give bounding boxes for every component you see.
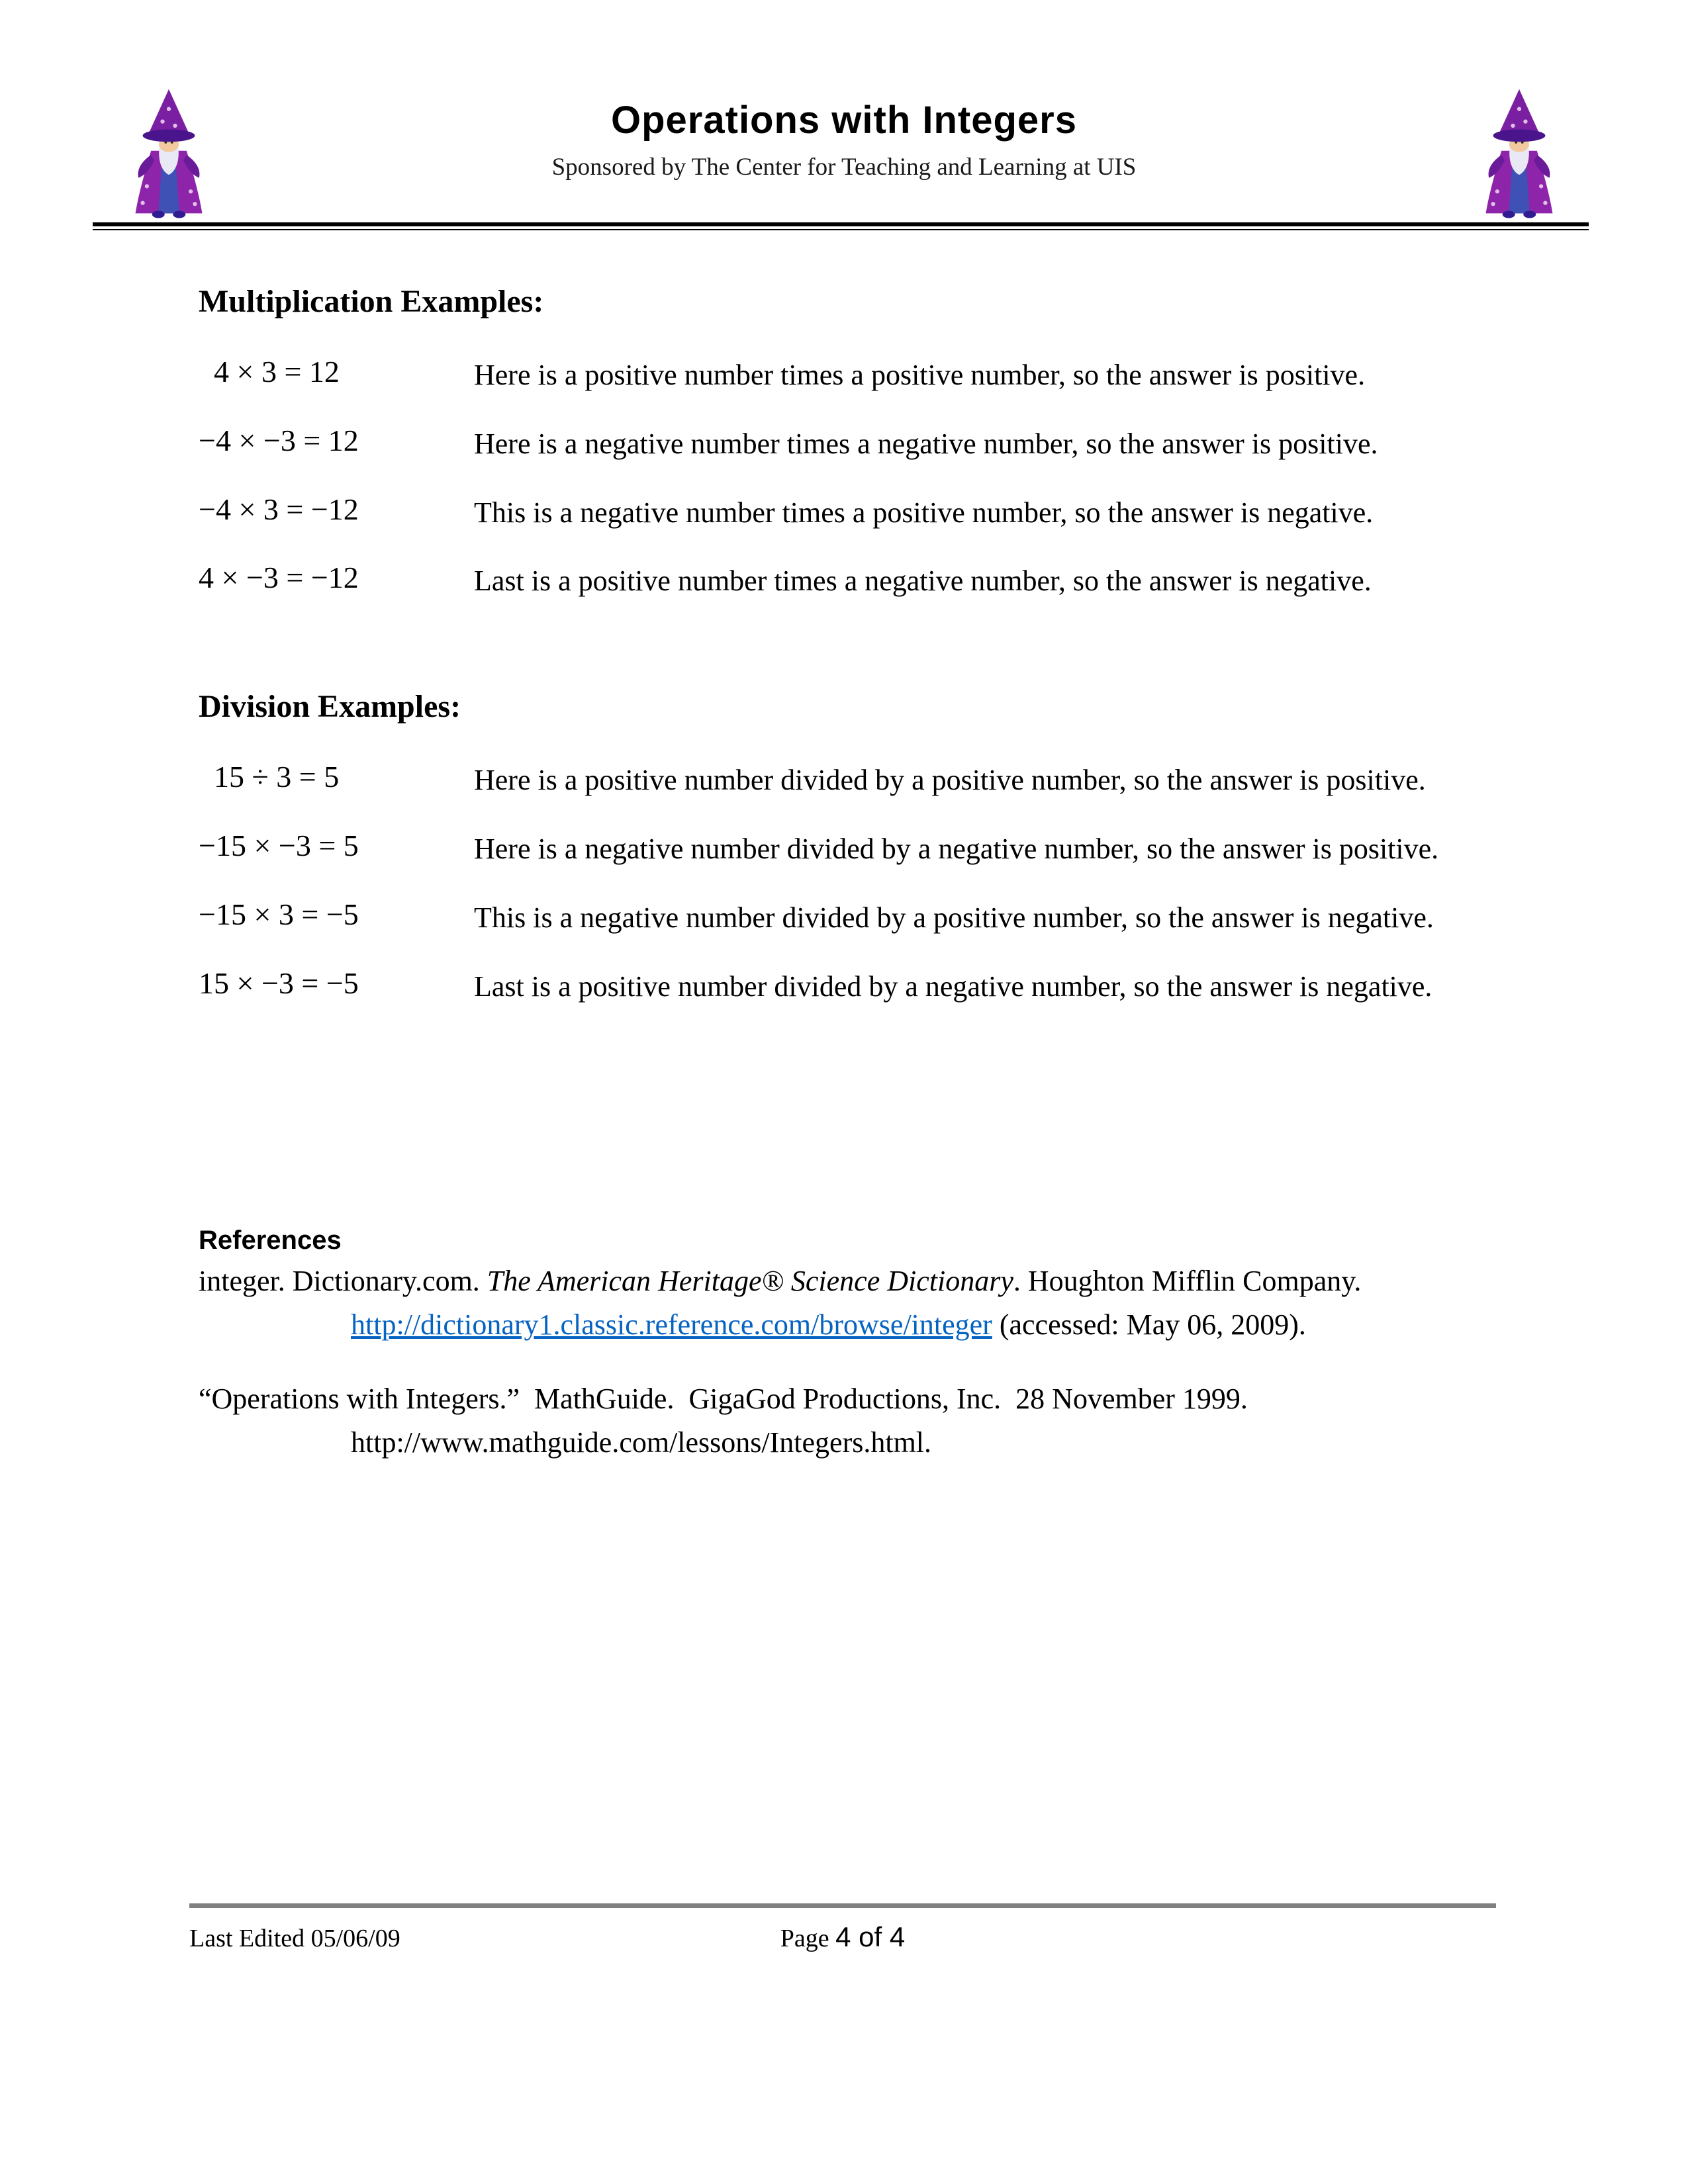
equation: −4 × 3 = −12 (199, 492, 359, 526)
equation: 15 × −3 = −5 (199, 966, 359, 1000)
page-footer (189, 1903, 1496, 1961)
footer-divider (189, 1903, 1496, 1908)
reference-url: http://www.mathguide.com/lessons/Integers.html. (351, 1426, 932, 1459)
example-row (199, 560, 1489, 602)
wizard-icon (116, 86, 222, 222)
equation: −15 × 3 = −5 (199, 897, 359, 931)
references-heading: References (199, 1226, 342, 1255)
example-row (199, 828, 1489, 870)
page-title: Operations with Integers (611, 99, 1077, 142)
footer-row (189, 1921, 1496, 1961)
section-division (199, 688, 1489, 1007)
equation-description: Last is a positive number divided by a negative number, so the answer is negative. (474, 970, 1432, 1003)
equation-description: Last is a positive number times a negative number, so the answer is negative. (474, 565, 1372, 598)
section-heading: Division Examples: (199, 689, 461, 725)
document-body (199, 283, 1489, 1495)
equation: −15 × −3 = 5 (199, 828, 359, 862)
reference-work-title: The American Heritage® Science Dictionary (487, 1265, 1013, 1298)
equation-description: Here is a negative number times a negative number, so the answer is positive. (474, 427, 1378, 460)
references-section (199, 1226, 1489, 1465)
reference-entry (199, 1377, 1489, 1465)
equation-description: This is a negative number times a positive number, so the answer is negative. (474, 496, 1374, 529)
page-number-value: 4 of 4 (835, 1921, 906, 1952)
equation: 4 × 3 = 12 (199, 355, 340, 388)
equation-description: Here is a positive number divided by a positive number, so the answer is positive. (474, 764, 1426, 797)
page-subtitle: Sponsored by The Center for Teaching and Learning at UIS (551, 154, 1137, 181)
example-row (199, 492, 1489, 534)
equation: −4 × −3 = 12 (199, 423, 359, 457)
reference-text: integer. Dictionary.com. (199, 1265, 487, 1298)
reference-text: (accessed: May 06, 2009). (992, 1308, 1306, 1342)
wizard-icon (1466, 86, 1572, 222)
example-row (199, 759, 1489, 801)
section-multiplication (199, 283, 1489, 602)
equation: 4 × −3 = −12 (199, 561, 359, 595)
document-header (278, 98, 1410, 181)
page-number-label: Page (780, 1925, 836, 1952)
equation-description: This is a negative number divided by a positive number, so the answer is negative. (474, 901, 1434, 934)
example-row (199, 897, 1489, 939)
example-row (199, 423, 1489, 465)
equation: 15 ÷ 3 = 5 (199, 760, 340, 794)
reference-text: . Houghton Mifflin Company. (1013, 1265, 1369, 1298)
reference-entry (199, 1259, 1489, 1347)
reference-text: “Operations with Integers.” MathGuide. GigaGod Productions, Inc. 28 November 1999. (199, 1383, 1255, 1416)
page-number (189, 1921, 1496, 1953)
example-row (199, 354, 1489, 396)
header-divider (93, 222, 1589, 230)
reference-hyperlink[interactable]: http://dictionary1.classic.reference.com/browse/integer (351, 1308, 992, 1342)
section-heading: Multiplication Examples: (199, 284, 544, 319)
example-row (199, 966, 1489, 1008)
equation-description: Here is a positive number times a positive number, so the answer is positive. (474, 359, 1366, 391)
last-edited-text: Last Edited 05/06/09 (189, 1925, 400, 1952)
equation-description: Here is a negative number divided by a negative number, so the answer is positive. (474, 832, 1439, 865)
